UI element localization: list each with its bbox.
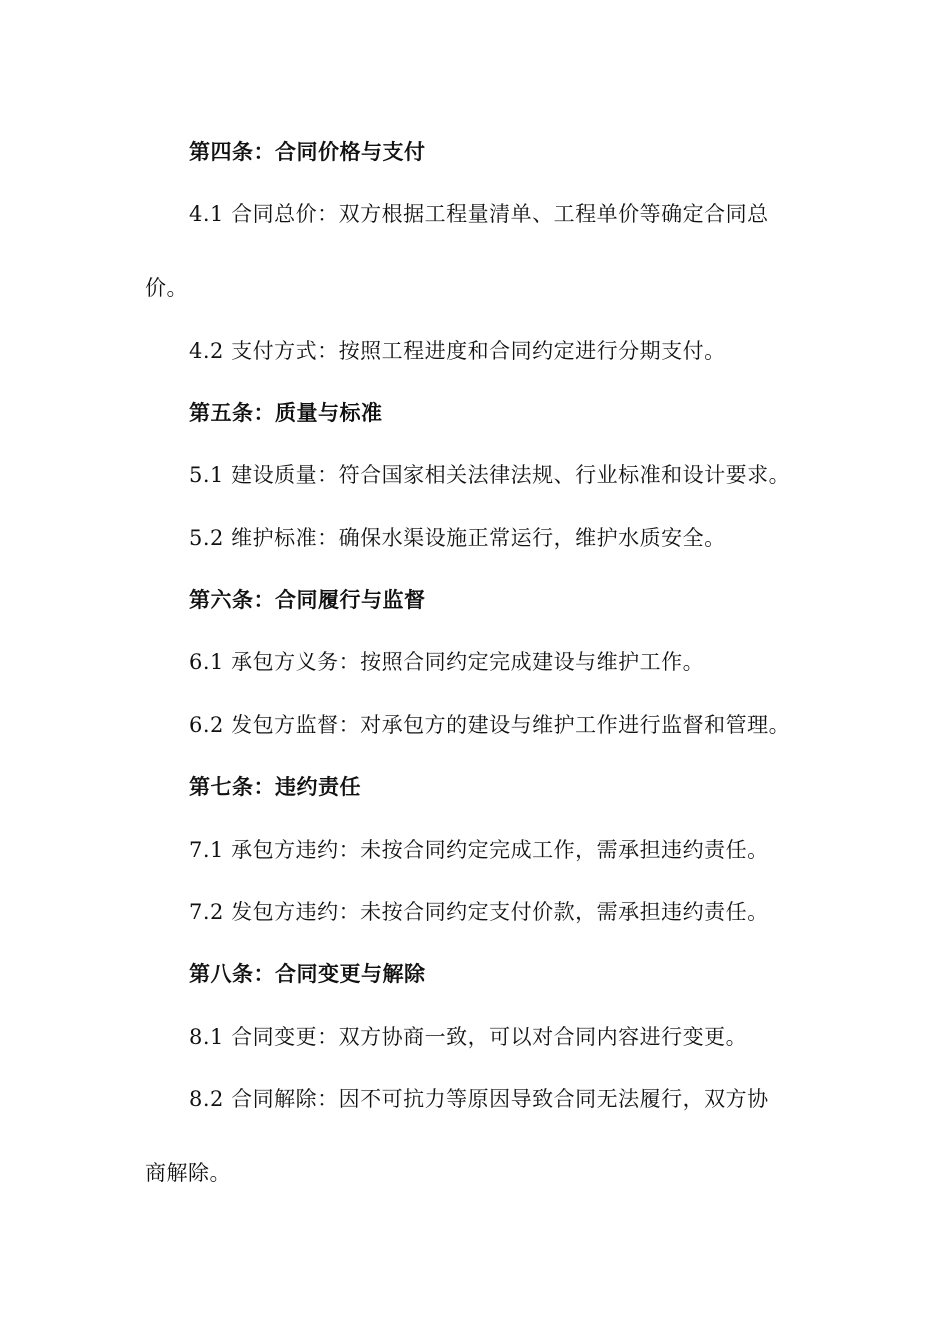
clause-8-2-continuation: 商解除。 [145, 1161, 231, 1185]
section-heading-4: 第四条：合同价格与支付 [189, 140, 426, 164]
clause-4-2: 4.2 支付方式：按照工程进度和合同约定进行分期支付。 [189, 339, 726, 363]
clause-5-1: 5.1 建设质量：符合国家相关法律法规、行业标准和设计要求。 [189, 463, 791, 487]
clause-5-2: 5.2 维护标准：确保水渠设施正常运行，维护水质安全。 [189, 526, 726, 550]
clause-6-2: 6.2 发包方监督：对承包方的建设与维护工作进行监督和管理。 [189, 713, 791, 737]
clause-7-2: 7.2 发包方违约：未按合同约定支付价款，需承担违约责任。 [189, 900, 769, 924]
clause-4-1: 4.1 合同总价：双方根据工程量清单、工程单价等确定合同总 [189, 202, 769, 226]
section-heading-8: 第八条：合同变更与解除 [189, 962, 426, 986]
clause-4-1-continuation: 价。 [145, 276, 188, 300]
clause-8-1: 8.1 合同变更：双方协商一致，可以对合同内容进行变更。 [189, 1025, 748, 1049]
clause-7-1: 7.1 承包方违约：未按合同约定完成工作，需承担违约责任。 [189, 838, 769, 862]
section-heading-6: 第六条：合同履行与监督 [189, 588, 426, 612]
clause-6-1: 6.1 承包方义务：按照合同约定完成建设与维护工作。 [189, 650, 705, 674]
section-heading-7: 第七条：违约责任 [189, 775, 361, 799]
clause-8-2: 8.2 合同解除：因不可抗力等原因导致合同无法履行，双方协 [189, 1087, 769, 1111]
section-heading-5: 第五条：质量与标准 [189, 401, 383, 425]
